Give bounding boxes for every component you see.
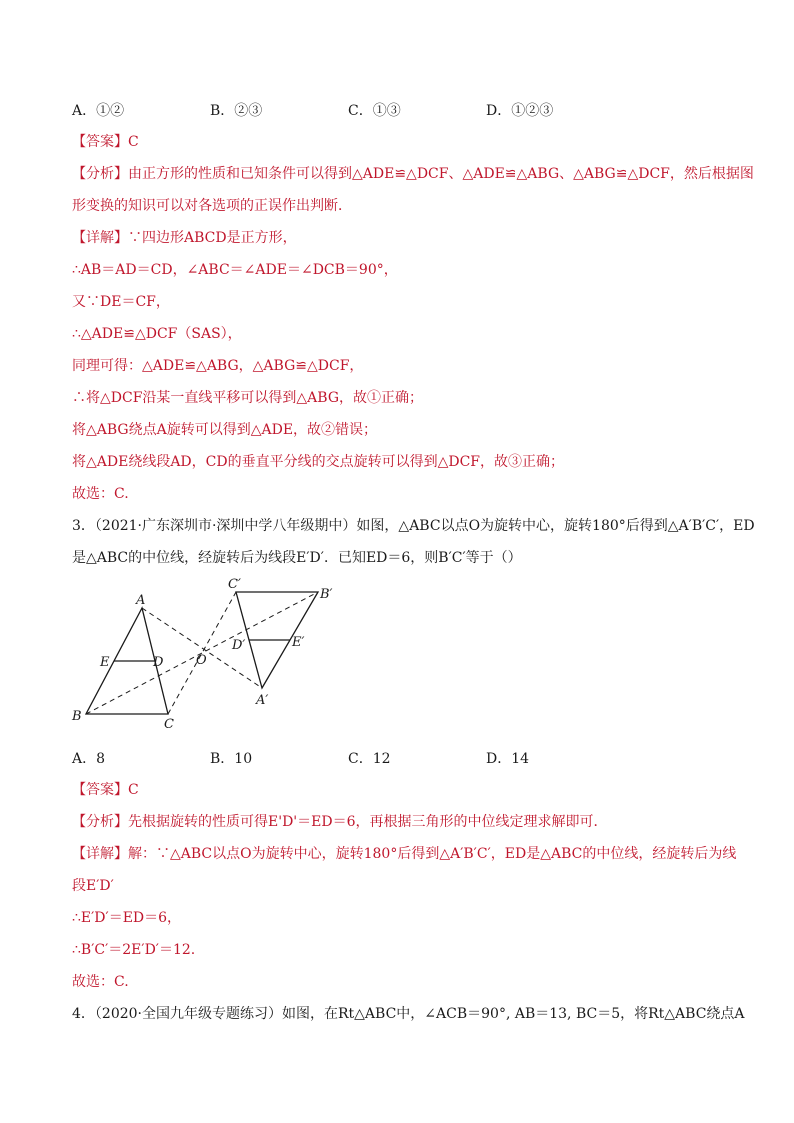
q3-analysis [72,812,608,832]
q3-detail-line2: 段E′D′ [72,878,114,894]
q3-stem-line1: 3．（2021·广东深圳市·深圳中学八年级期中）如图，△ABC以点O为旋转中心，旋转180°后得到△A′B′C′，ED [72,518,755,534]
detail-label: 【详解】 [72,846,128,862]
q3-rotation-figure [68,574,358,734]
label-b: B [72,709,82,724]
q3-option-c: C．12 [348,751,391,767]
q3-answer [72,780,139,800]
q2-detail-line1 [72,228,297,248]
q2-detail-line4: ∴△ADE≌△DCF（SAS）， [72,326,242,342]
q2-detail-line2: ∴AB＝AD＝CD，∠ABC＝∠ADE＝∠DCB＝90°， [72,262,398,278]
label-c1: C′ [228,577,241,592]
label-d: D [153,655,164,670]
q2-analysis-line2: 形变换的知识可以对各选项的正误作出判断． [72,198,352,214]
answer-label: 【答案】 [72,782,128,798]
q3-detail-line3: ∴E′D′＝ED＝6， [72,910,182,926]
q2-detail-line3: 又∵DE＝CF， [72,294,170,310]
label-b1: B′ [320,587,333,602]
answer-value: C [128,782,139,798]
answer-value: C [128,134,139,150]
label-e1: E′ [292,635,305,650]
q2-analysis-line1 [72,164,754,184]
label-e: E [100,655,110,670]
detail-text: 解：∵△ABC以点O为旋转中心，旋转180°后得到△A′B′C′，ED是△ABC的中位线，经旋转后为线 [128,846,737,862]
label-d1: D′ [232,638,246,653]
analysis-text: 由正方形的性质和已知条件可以得到△ADE≌△DCF、△ADE≌△ABG、△ABG≌△DCF，然后根据图 [128,166,754,182]
q3-option-a: A．8 [72,751,106,767]
label-c: C [164,717,174,732]
q3-stem-line2: 是△ABC的中位线，经旋转后为线段E′D′．已知ED＝6，则B′C′等于（） [72,550,522,566]
analysis-text: 先根据旋转的性质可得E'D'＝ED＝6，再根据三角形的中位线定理求解即可． [128,814,608,830]
answer-label: 【答案】 [72,134,128,150]
q2-option-c: C．①③ [348,103,401,119]
q2-option-b: B．②③ [210,103,263,119]
q2-detail-line7: 将△ABG绕点A旋转可以得到△ADE，故②错误； [72,422,378,438]
q2-detail-line9: 故选：C. [72,486,129,502]
detail-text: ∵四边形ABCD是正方形， [128,230,297,246]
q3-option-b: B．10 [210,751,253,767]
q2-detail-line6: ∴将△DCF沿某一直线平移可以得到△ABG，故①正确； [72,390,424,406]
label-a: A [136,593,146,608]
detail-label: 【详解】 [72,230,128,246]
q3-option-d: D．14 [486,751,530,767]
label-a1: A′ [256,693,269,708]
q4-stem-line1: 4．（2020·全国九年级专题练习）如图，在Rt△ABC中，∠ACB＝90°, AB＝13, BC＝5，将Rt△ABC绕点A [72,1006,745,1022]
analysis-label: 【分析】 [72,166,128,182]
q2-option-a: A．①② [72,103,125,119]
q2-detail-line8: 将△ADE绕线段AD，CD的垂直平分线的交点旋转可以得到△DCF，故③正确； [72,454,565,470]
q3-detail-line5: 故选：C. [72,974,129,990]
q2-option-d: D．①②③ [486,103,554,119]
q3-detail-line4: ∴B′C′＝2E′D′＝12. [72,942,196,958]
analysis-label: 【分析】 [72,814,128,830]
label-o: O [196,653,207,668]
q2-detail-line5: 同理可得：△ADE≌△ABG，△ABG≌△DCF， [72,358,364,374]
q2-answer [72,132,139,152]
q3-detail-line1 [72,844,736,864]
